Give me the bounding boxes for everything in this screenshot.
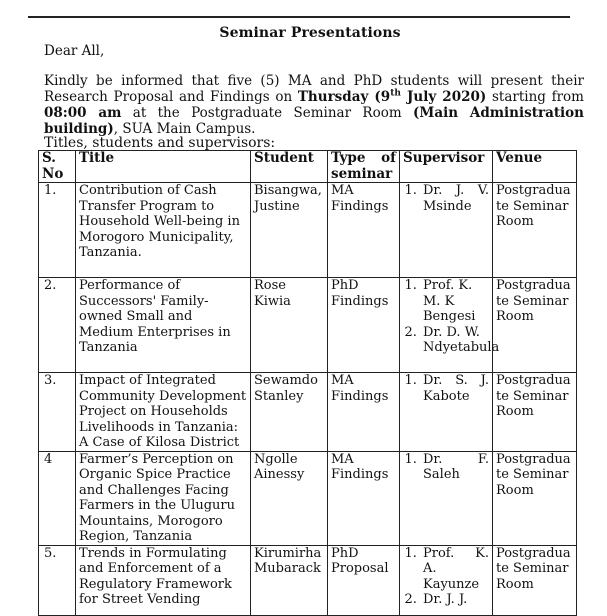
- table-row: [39, 451, 577, 545]
- cell-type: PhD Findings: [328, 278, 400, 373]
- supervisor-item: 2. Dr. D. W. Ndyetabula: [421, 325, 489, 356]
- cell-sno: 3.: [39, 373, 76, 452]
- cell-venue: Postgraduate Seminar Room: [493, 373, 577, 452]
- table-row: [39, 545, 577, 615]
- cell-supervisor: [400, 451, 493, 545]
- header-student: Student: [251, 151, 328, 183]
- cell-type: MA Findings: [328, 451, 400, 545]
- cell-venue: Postgraduate Seminar Room: [493, 278, 577, 373]
- supervisor-item: 1. Prof. K. A. Kayunze: [421, 546, 489, 593]
- top-rule: [28, 16, 570, 18]
- section-heading: Titles, students and supervisors:: [44, 135, 276, 151]
- supervisor-item: 1. Prof. K. M. K Bengesi: [421, 278, 489, 325]
- cell-sno: 1.: [39, 183, 76, 278]
- table-row: [39, 183, 577, 278]
- cell-type: MA Findings: [328, 373, 400, 452]
- cell-supervisor: [400, 545, 493, 615]
- cell-venue: Postgraduate Seminar Room: [493, 183, 577, 278]
- header-title: Title: [76, 151, 251, 183]
- cell-venue: Postgraduate Seminar Room: [493, 451, 577, 545]
- supervisor-item: 2. Dr. J. J.: [421, 592, 489, 608]
- cell-title: Performance of Successors' Family-owned Small and Medium Enterprises in Tanzania: [76, 278, 251, 373]
- cell-type: MA Findings: [328, 183, 400, 278]
- cell-venue: Postgraduate Seminar Room: [493, 545, 577, 615]
- cell-sno: 2.: [39, 278, 76, 373]
- cell-sno: 5.: [39, 545, 76, 615]
- cell-student: Rose Kiwia: [251, 278, 328, 373]
- header-supervisor: Supervisor: [400, 151, 493, 183]
- table-row: [39, 278, 577, 373]
- table-row: [39, 373, 577, 452]
- seminar-table: [38, 150, 577, 616]
- cell-title: Farmer’s Perception on Organic Spice Practice and Challenges Facing Farmers in the Uluguru Mountains, Morogoro Region, Tanzania: [76, 451, 251, 545]
- cell-type: PhD Proposal: [328, 545, 400, 615]
- supervisor-item: 1. Dr. J. V. Msinde: [421, 183, 489, 214]
- salutation: Dear All,: [44, 43, 105, 59]
- cell-title: Trends in Formulating and Enforcement of a Regulatory Framework for Street Vending: [76, 545, 251, 615]
- cell-supervisor: [400, 183, 493, 278]
- supervisor-item: 1. Dr. S. J. Kabote: [421, 373, 489, 404]
- page-title: Seminar Presentations: [219, 25, 401, 41]
- cell-student: Ngolle Ainessy: [251, 451, 328, 545]
- cell-title: Contribution of Cash Transfer Program to Household Well-being in Morogoro Municipality, Tanzania.: [76, 183, 251, 278]
- header-sno: S. No: [39, 151, 76, 183]
- cell-supervisor: [400, 373, 493, 452]
- cell-title: Impact of Integrated Community Development Project on Households Livelihoods in Tanzania: A Case of Kilosa District: [76, 373, 251, 452]
- header-venue: Venue: [493, 151, 577, 183]
- cell-supervisor: [400, 278, 500, 373]
- cell-student: Sewamdo Stanley: [251, 373, 328, 452]
- cell-student: Bisangwa, Justine: [251, 183, 328, 278]
- cell-sno: 4: [39, 451, 76, 545]
- supervisor-item: 1. Dr. F. Saleh: [421, 452, 489, 483]
- header-type: Type of seminar: [328, 151, 400, 183]
- cell-student: Kirumirha Mubarack: [251, 545, 328, 615]
- intro-paragraph: Kindly be informed that five (5) MA and PhD students will present their Research Proposal and Findings on Thursday (9th July 2020) starting from 08:00 am at the Postgraduate Seminar Room (Main Administration building), SUA Main Campus.: [44, 73, 584, 137]
